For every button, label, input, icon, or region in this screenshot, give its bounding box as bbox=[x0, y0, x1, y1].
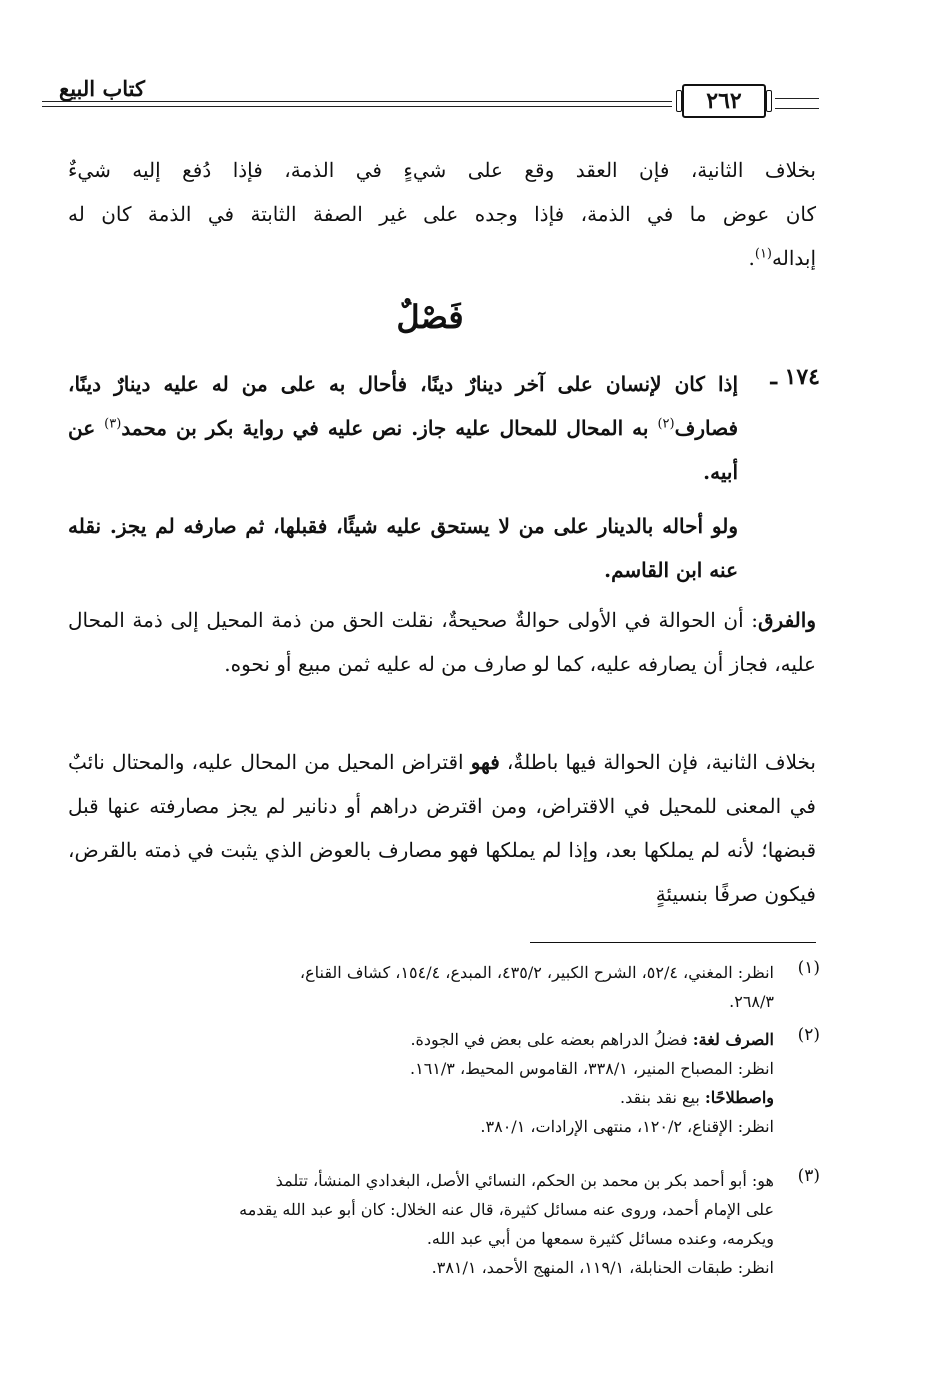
intro-last-end: . bbox=[748, 246, 755, 270]
footnote-ref-3: (٣) bbox=[104, 416, 122, 432]
footnote-2-line-2: انظر: المصباح المنير، ٣٣٨/١، القاموس المحيط، ١٦١/٣. bbox=[410, 1059, 774, 1078]
footnote-1 bbox=[68, 958, 774, 1016]
footnote-1-number: (١) bbox=[797, 958, 820, 978]
difference-paragraph bbox=[68, 598, 816, 686]
issue-text-a: إذا كان لإنسان على آخر دينارٌ دينًا، فأحال به على من له عليه دينارٌ دينًا، فصارف bbox=[68, 372, 738, 440]
footnote-2-term-istilah: واصطلاحًا: bbox=[704, 1088, 774, 1107]
footnote-2-line-4: انظر: الإقناع، ١٢٠/٢، منتهى الإرادات، ٣٨٠/١. bbox=[480, 1117, 774, 1136]
intro-line-3 bbox=[68, 236, 816, 280]
difference-label: والفرق bbox=[758, 608, 816, 632]
section-heading: فَصْلٌ bbox=[396, 298, 464, 336]
footnote-1-line-2: ٢٦٨/٣. bbox=[729, 992, 774, 1011]
header-rule-thin bbox=[42, 106, 672, 107]
difference-text: : أن الحوالة في الأولى حوالةٌ صحيحةٌ، نقلت الحق من ذمة المحيل إلى ذمة المحال عليه، فجاز أن يصارفه عليه، كما لو صارف من له عليه ثمن مبيع أو نحوه. bbox=[68, 608, 816, 676]
footnote-3-line-1: هو: أبو أحمد بكر بن محمد بن الحكم، النسائي الأصل، البغدادي المنشأ، تتلمذ bbox=[275, 1171, 774, 1190]
footnote-2-def-istilah: بيع نقد بنقد. bbox=[620, 1088, 705, 1107]
explanation-bold-word: فهو bbox=[470, 750, 500, 774]
header-ornament-lines bbox=[775, 98, 819, 109]
header-rule bbox=[42, 101, 672, 102]
explanation-text-a: بخلاف الثانية، فإن الحوالة فيها باطلةٌ، bbox=[499, 750, 816, 774]
footnote-2-term-lughah: الصرف لغة: bbox=[692, 1030, 774, 1049]
issue-text-c: عن أبيه. bbox=[68, 416, 738, 484]
issue-text-b: به المحال للمحال عليه جاز. نص عليه في رواية بكر بن محمد bbox=[121, 416, 658, 440]
footnote-3-number: (٣) bbox=[797, 1166, 820, 1186]
footnote-2-def-lughah: فضلُ الدراهم بعضه على بعض في الجودة. bbox=[410, 1030, 693, 1049]
intro-line-2: كان عوض ما في الذمة، فإذا وجده على غير الصفة الثابتة في الذمة كان له bbox=[68, 202, 816, 226]
footnote-2 bbox=[68, 1025, 774, 1141]
issue-paragraph-2: ولو أحاله بالدينار على من لا يستحق عليه شيئًا، فقبلها، ثم صارفه لم يجز. نقله عنه ابن القاسم. bbox=[68, 514, 738, 582]
footnote-3-line-2: على الإمام أحمد، وروى عنه مسائل كثيرة، قال عنه الخلال: كان أبو عبد الله يقدمه bbox=[239, 1200, 774, 1219]
footnote-3-line-4: انظر: طبقات الحنابلة، ١١٩/١، المنهج الأحمد، ٣٨١/١. bbox=[431, 1258, 774, 1277]
intro-last-text: إبداله bbox=[772, 246, 816, 270]
page-number: ٢٦٢ bbox=[682, 84, 766, 118]
intro-paragraph bbox=[68, 148, 816, 280]
footnote-3 bbox=[68, 1166, 774, 1282]
running-header-title: كتاب البيع bbox=[59, 76, 145, 101]
footnote-2-line-3 bbox=[68, 1083, 774, 1112]
issue-paragraph-1 bbox=[68, 362, 738, 494]
footnote-ref-1: (١) bbox=[754, 246, 772, 262]
issue-number: ١٧٤ ـ bbox=[770, 364, 820, 390]
footnote-ref-2: (٢) bbox=[657, 416, 675, 432]
footnote-separator bbox=[530, 942, 816, 943]
footnote-2-number: (٢) bbox=[797, 1025, 820, 1045]
footnote-1-line-1: انظر: المغني، ٥٢/٤، الشرح الكبير، ٤٣٥/٢، المبدع، ١٥٤/٤، كشاف القناع، bbox=[299, 963, 774, 982]
footnote-2-line-1 bbox=[68, 1025, 774, 1054]
intro-line-1: بخلاف الثانية، فإن العقد وقع على شيءٍ في الذمة، فإذا دُفع إليه شيءٌ bbox=[68, 158, 816, 182]
explanation-paragraph bbox=[68, 740, 816, 916]
explanation-text-c: اقتراض المحيل من المحال عليه، والمحتال نائبٌ في المعنى للمحيل في الاقتراض، ومن اقترض دراهم أو دنانير لم يجز مصارفته عنها قبل قبضها؛ لأنه لم يملكها بعد، وإذا لم يملكها فهو مصارف بالعوض الذي يثبت في ذمته بالقرض، فيكون صرفًا بنسيئةٍ bbox=[68, 750, 816, 906]
footnote-3-line-3: ويكرمه، وعنده مسائل كثيرة سمعها من أبي عبد الله. bbox=[426, 1229, 774, 1248]
